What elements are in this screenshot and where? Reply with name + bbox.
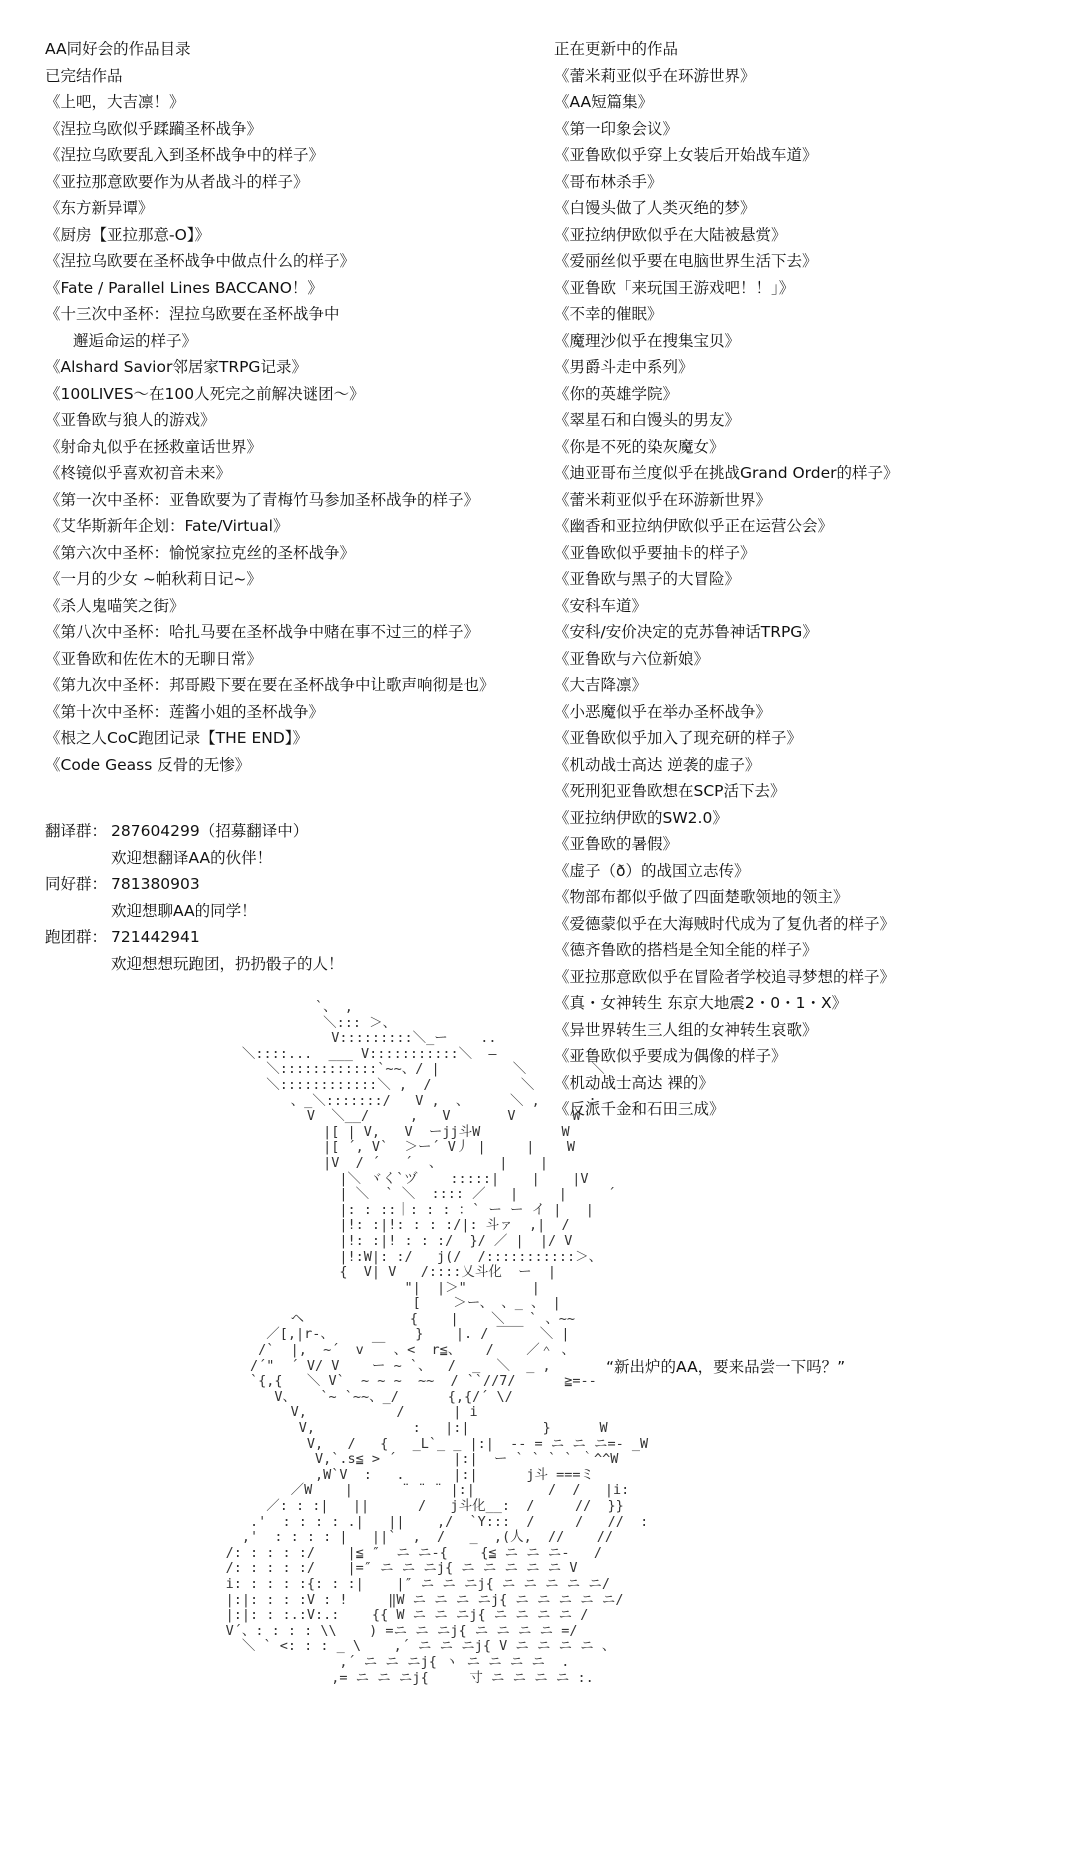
ascii-art: `、 , ＼::: ＞、 V:::::::::＼_ー .. ＼::::... ___ V:::::::::::＼ ― 、 ＼::::::::::::`~~、/ | ＼ ＼ ＼::::::::::::＼ , / ＼ 、 、_＼:::::::/ V , 、 ＼ , : V ＼__/ , V V W |[ | V, V ーjj斗W W |[ ´, V` ＞ー´ V丿 | | W |V / ´ ´ 、 | | |＼ ヾく`ヅ :::::| | |V | ＼ ` ＼ :::: ／ | | ´ |: : ::｜: : : ：` ー ー イ | | |!: :|!: : : :/|: 斗ァ ,| / |!: :|! : : :/ }/ ／ | |/ V |!:W|: :/ j(/ /:::::::::::＞、 { V| V /::::乂斗化 ー | "| |＞" | [ ＞ー、 、_ 、 | ヘ { | ＼ ` 、~~ ／[,|r-、 } |. / ￣￣ ＼ | /` |, ~´ v ￣ 、< r≦、 / ／＾ 、 /´" ´ V/ V ー ~ `、 / _ ＼ _ , `{,{ ＼ V` ~ ~ ~ ~~ / ``//7/ ≧=-- V、 `~ `~~、_/ {,{/´ \/ V, / | i V, : |:| } W V, / { _L`_ _ |:| -- = ニ ニ ニ=- _W V,`.s≦ > ´ |:| ー ` ` ` ` ｀^^W ,W`V : . |:| j斗 ===ミ ／W | ¨ ¨ ¨ |:| / / |i: ／: : :| || / j斗化__: / // }} .' : : : : .| || ,/ `Y::: / / // : ,' : : : : | ||` , / _ ,(人, // // /: : : : :/ |≦ ″ ニ ニ-{ {≦ ニ ニ ニ- / /: : : : :/ |=″ ニ ニ ニj{ ニ ニ ニ ニ ニ V i: : : : :{: : :| |″ ニ ニ ニj{ ニ ニ ニ ニ ニ/ |:|: : : :V : ! ‖W ニ ニ ニ ニj{ ニ ニ ニ ニ ニ/ |:|: : :.:V:.: {{ W ニ ニ ニj{ ニ ニ ニ ニ / V´、: : : : \\ ) =ニ ニ ニj{ ニ ニ ニ ニ =/ ＼ ` <: : : _ \ ,´ ニ ニ ニj{ V ニ ニ ニ ニ 、 ,´ ニ ニ ニj{ ヽ ニ ニ ニ ニ . ,= ニ ニ ニj{ 寸 ニ ニ ニ ニ :. xyxy=(225,999,649,1686)
list-item: 《艾华斯新年企划：Fate/Virtual》 xyxy=(45,517,289,535)
list-item: 《第九次中圣杯：邦哥殿下要在要在圣杯战争中让歌声响彻是也》 xyxy=(45,676,495,694)
list-item: 《爱丽丝似乎要在电脑世界生活下去》 xyxy=(554,252,818,270)
list-item: 《涅拉乌欧要在圣杯战争中做点什么的样子》 xyxy=(45,252,356,270)
list-item: 《你的英雄学院》 xyxy=(554,384,679,403)
group-number: 721442941 xyxy=(111,928,200,946)
list-item: 《幽香和亚拉纳伊欧似乎正在运营公会》 xyxy=(554,517,834,535)
list-item: 《Alshard Savior邻居家TRPG记录》 xyxy=(45,358,307,376)
list-item: 《小恶魔似乎在举办圣杯战争》 xyxy=(554,702,772,721)
group-number: 781380903 xyxy=(111,875,200,893)
list-item: 《安科/安价决定的克苏鲁神话TRPG》 xyxy=(554,623,818,641)
group-note: 欢迎想想玩跑团，扔扔骰子的人！ xyxy=(111,954,344,973)
list-item: 《亚鲁欧与狼人的游戏》 xyxy=(45,411,216,429)
list-item: 《亚鲁欧似乎要成为偶像的样子》 xyxy=(554,1047,787,1065)
list-item: 《亚鲁欧似乎要抽卡的样子》 xyxy=(554,543,756,562)
list-item: 《第一次中圣杯：亚鲁欧要为了青梅竹马参加圣杯战争的样子》 xyxy=(45,490,480,509)
fan-group-row xyxy=(45,871,545,898)
list-item: 《AA短篇集》 xyxy=(554,93,654,111)
list-item: 《东方新异谭》 xyxy=(45,199,154,217)
list-item: 《亚拉纳伊欧似乎在大陆被悬赏》 xyxy=(554,225,787,244)
ongoing-works-heading: 正在更新中的作品 xyxy=(554,40,679,58)
list-item: 《亚拉纳伊欧的SW2.0》 xyxy=(554,808,728,827)
list-item: 《十三次中圣杯：涅拉乌欧要在圣杯战争中 xyxy=(45,305,340,323)
list-item: 《根之人CoC跑团记录【THE END】》 xyxy=(45,729,309,747)
list-item: 《杀人鬼喵笑之街》 xyxy=(45,596,185,615)
list-item: 《反派千金和石田三成》 xyxy=(554,1100,725,1118)
completed-works-column xyxy=(45,36,545,778)
list-item: 《白馒头做了人类灭绝的梦》 xyxy=(554,199,756,217)
group-note: 欢迎想聊AA的同学！ xyxy=(111,901,257,920)
list-item: 《亚拉那意欧似乎在冒险者学校追寻梦想的样子》 xyxy=(554,967,896,986)
list-item: 《第六次中圣杯：愉悦家拉克丝的圣杯战争》 xyxy=(45,543,356,562)
list-item: 《第十次中圣杯：莲酱小姐的圣杯战争》 xyxy=(45,702,325,721)
list-item: 《机动战士高达 逆袭的虚子》 xyxy=(554,755,761,774)
list-item: 《亚拉那意欧要作为从者战斗的样子》 xyxy=(45,172,309,191)
group-note: 欢迎想翻译AA的伙伴！ xyxy=(111,848,273,867)
list-item: 《涅拉乌欧要乱入到圣杯战争中的样子》 xyxy=(45,146,325,164)
list-item: 《安科车道》 xyxy=(554,596,648,615)
list-item: 《真・女神转生 东京大地震2・0・1・X》 xyxy=(554,994,848,1012)
list-item: 《魔理沙似乎在搜集宝贝》 xyxy=(554,331,741,350)
list-item: 《亚鲁欧的暑假》 xyxy=(554,835,679,853)
list-item: 《机动战士高达 裸的》 xyxy=(554,1073,714,1092)
list-item: 《蕾米莉亚似乎在环游新世界》 xyxy=(554,490,772,509)
list-item: 《翠星石和白馒头的男友》 xyxy=(554,411,741,429)
list-item: 《蕾米莉亚似乎在环游世界》 xyxy=(554,66,756,85)
list-item-continuation: 邂逅命运的样子》 xyxy=(73,331,198,350)
list-item: 《死刑犯亚鲁欧想在SCP活下去》 xyxy=(554,782,786,800)
list-item: 《亚鲁欧似乎穿上女装后开始战车道》 xyxy=(554,146,818,164)
group-label: 同好群： xyxy=(45,875,108,893)
list-item: 《第一印象会议》 xyxy=(554,119,679,138)
list-item: 《德齐鲁欧的搭档是全知全能的样子》 xyxy=(554,941,818,959)
speech-quote: “新出炉的AA，要来品尝一下吗？” xyxy=(606,1358,846,1376)
list-item: 《男爵斗走中系列》 xyxy=(554,358,694,376)
list-item: 《涅拉乌欧似乎蹂躏圣杯战争》 xyxy=(45,119,263,138)
list-item: 《Fate / Parallel Lines BACCANO！》 xyxy=(45,278,323,297)
trpg-group-row xyxy=(45,924,545,951)
list-item: 《柊镜似乎喜欢初音未来》 xyxy=(45,464,232,482)
list-item: 《你是不死的染灰魔女》 xyxy=(554,437,725,456)
list-item: 《物部布都似乎做了四面楚歌领地的领主》 xyxy=(554,888,849,906)
list-item: 《第八次中圣杯：哈扎马要在圣杯战争中赌在事不过三的样子》 xyxy=(45,623,480,641)
list-item: 《Code Geass 反骨的无惨》 xyxy=(45,755,251,774)
list-item: 《不幸的催眠》 xyxy=(554,305,663,323)
list-item: 《100LIVES～在100人死完之前解决谜团～》 xyxy=(45,384,365,403)
ongoing-works-column xyxy=(554,36,1054,1123)
list-item: 《迪亚哥布兰度似乎在挑战Grand Order的样子》 xyxy=(554,464,899,482)
completed-works-heading: 已完结作品 xyxy=(45,66,123,85)
group-info xyxy=(45,818,545,977)
list-item: 《亚鲁欧「来玩国王游戏吧！！」》 xyxy=(554,278,795,297)
list-item: 《虚子（ð）的战国立志传》 xyxy=(554,861,750,880)
list-item: 《一月的少女 ~帕秋莉日记~》 xyxy=(45,570,262,588)
list-item: 《射命丸似乎在拯救童话世界》 xyxy=(45,437,263,456)
list-item: 《亚鲁欧与黑子的大冒险》 xyxy=(554,570,741,588)
group-label: 跑团群： xyxy=(45,928,108,946)
list-item: 《亚鲁欧似乎加入了现充研的样子》 xyxy=(554,729,803,747)
translation-group-row xyxy=(45,818,545,845)
list-item: 《哥布林杀手》 xyxy=(554,172,663,191)
list-item: 《亚鲁欧和佐佐木的无聊日常》 xyxy=(45,649,263,668)
catalog-heading: AA同好会的作品目录 xyxy=(45,40,191,58)
group-label: 翻译群： xyxy=(45,822,108,840)
list-item: 《大吉降凛》 xyxy=(554,676,648,694)
list-item: 《厨房【亚拉那意-O】》 xyxy=(45,225,211,244)
list-item: 《亚鲁欧与六位新娘》 xyxy=(554,649,710,668)
list-item: 《爱德蒙似乎在大海贼时代成为了复仇者的样子》 xyxy=(554,914,896,933)
list-item: 《上吧，大吉凛！》 xyxy=(45,93,185,111)
group-number: 287604299（招募翻译中） xyxy=(111,822,309,840)
list-item: 《异世界转生三人组的女神转生哀歌》 xyxy=(554,1020,818,1039)
